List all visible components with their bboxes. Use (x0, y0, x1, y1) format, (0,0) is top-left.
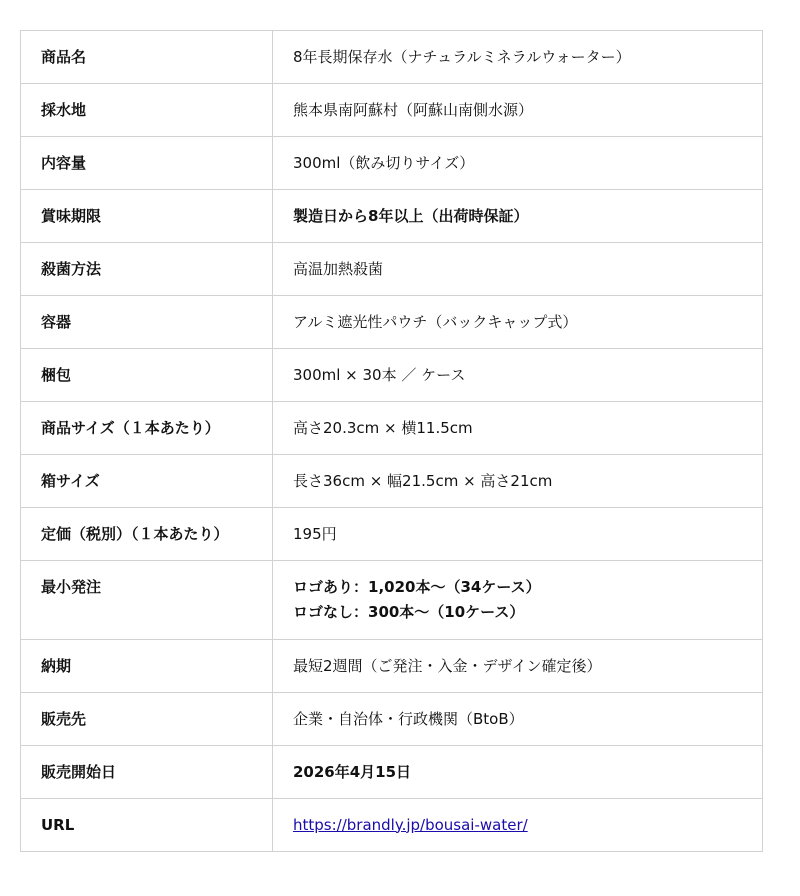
row-label-url: URL (21, 799, 273, 852)
minimum-order-with-logo: ロゴあり：1,020本〜（34ケース） (293, 578, 541, 596)
row-value-delivery: 最短2週間（ご発注・入金・デザイン確定後） (273, 640, 763, 693)
row-value-box-size: 長さ36cm × 幅21.5cm × 高さ21cm (273, 455, 763, 508)
table-row (21, 296, 763, 349)
table-row (21, 243, 763, 296)
product-url-link[interactable]: https://brandly.jp/bousai-water/ (293, 815, 528, 834)
row-label-price: 定価（税別）（１本あたり） (21, 508, 273, 561)
table-row (21, 693, 763, 746)
table-row (21, 746, 763, 799)
row-value-product-size: 高さ20.3cm × 横11.5cm (273, 402, 763, 455)
table-row (21, 349, 763, 402)
row-value-product-name: 8年長期保存水（ナチュラルミネラルウォーター） (273, 31, 763, 84)
row-value-volume: 300ml（飲み切りサイズ） (273, 137, 763, 190)
row-label-release-date: 販売開始日 (21, 746, 273, 799)
row-value-sales-target: 企業・自治体・行政機関（BtoB） (273, 693, 763, 746)
table-row (21, 84, 763, 137)
table-row (21, 31, 763, 84)
row-value-packing: 300ml × 30本 ／ ケース (273, 349, 763, 402)
row-label-delivery: 納期 (21, 640, 273, 693)
row-label-sterilization: 殺菌方法 (21, 243, 273, 296)
row-label-product-name: 商品名 (21, 31, 273, 84)
table-row (21, 137, 763, 190)
row-value-expiry: 製造日から8年以上（出荷時保証） (273, 190, 763, 243)
row-label-expiry: 賞味期限 (21, 190, 273, 243)
row-value-sterilization: 高温加熱殺菌 (273, 243, 763, 296)
row-label-packing: 梱包 (21, 349, 273, 402)
row-value-minimum-order (273, 561, 763, 640)
row-value-container: アルミ遮光性パウチ（バックキャップ式） (273, 296, 763, 349)
row-label-minimum-order: 最小発注 (21, 561, 273, 640)
row-label-product-size: 商品サイズ（１本あたり） (21, 402, 273, 455)
spec-table-container (20, 30, 762, 852)
row-label-volume: 内容量 (21, 137, 273, 190)
row-value-water-source: 熊本県南阿蘇村（阿蘇山南側水源） (273, 84, 763, 137)
minimum-order-without-logo: ロゴなし：300本〜（10ケース） (293, 603, 525, 621)
table-row (21, 402, 763, 455)
table-row (21, 640, 763, 693)
row-value-price: 195円 (273, 508, 763, 561)
row-label-box-size: 箱サイズ (21, 455, 273, 508)
row-label-container: 容器 (21, 296, 273, 349)
row-label-sales-target: 販売先 (21, 693, 273, 746)
table-row (21, 561, 763, 640)
row-label-water-source: 採水地 (21, 84, 273, 137)
table-row (21, 799, 763, 852)
row-value-url (273, 799, 763, 852)
product-spec-table (20, 30, 763, 852)
table-row (21, 455, 763, 508)
table-row (21, 508, 763, 561)
table-row (21, 190, 763, 243)
row-value-release-date: 2026年4月15日 (273, 746, 763, 799)
